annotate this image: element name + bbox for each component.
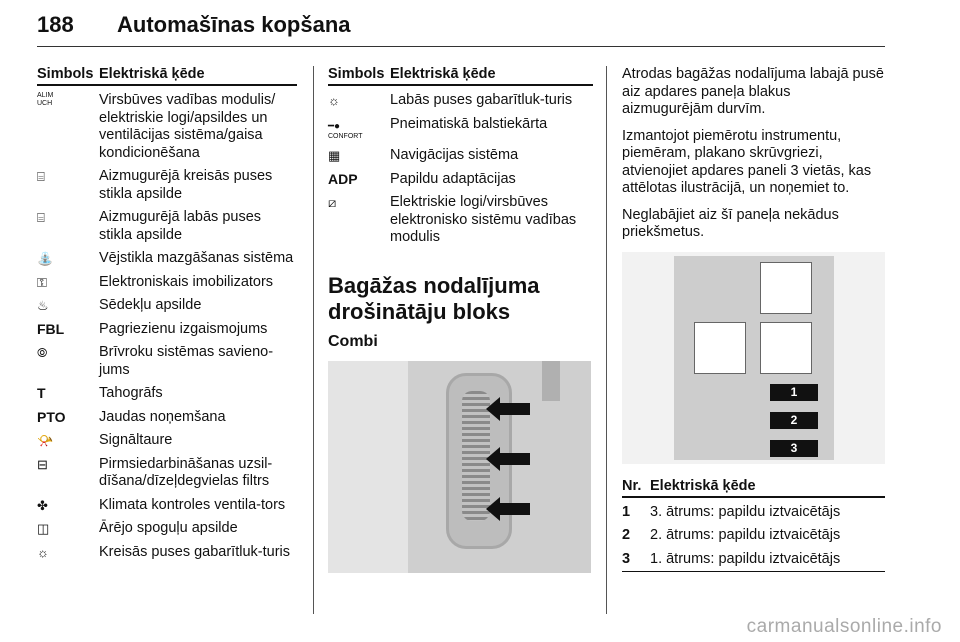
table-row: [328, 194, 593, 247]
table-row: [37, 385, 297, 403]
table-row: [37, 497, 297, 515]
immobiliser-key-icon: ⚿: [37, 274, 47, 290]
trim-panel-photo: [328, 361, 591, 573]
rear-window-heat-right-icon: ⌸: [37, 210, 45, 225]
table-row: [37, 456, 297, 491]
row-text: 1. ātrums: papildu iztvaicētājs: [650, 550, 841, 567]
row-text: Klimata kontroles ventila-tors: [99, 496, 286, 513]
side-light-right-icon: ☼: [328, 93, 340, 108]
arrow-icon: [498, 453, 530, 465]
section-subheading: Combi: [328, 332, 378, 350]
row-text: Pagriezienu izgaismojums: [99, 320, 268, 337]
table-row: [328, 92, 593, 110]
column-divider: [313, 66, 314, 614]
table-row: [37, 544, 297, 562]
navigation-icon: ▦: [328, 148, 341, 163]
fuse-label-2: 2: [770, 412, 818, 429]
paragraph: Atrodas bagāžas nodalījuma labajā pusē aiz apdares paneļa blakus aizmugurējām durvīm.: [622, 66, 884, 117]
confort-symbol: CONFORT: [328, 133, 363, 140]
col-circuit-header: Elektriskā ķēde: [650, 477, 756, 494]
table2-header: [328, 66, 593, 86]
horn-icon: 📯: [37, 433, 54, 448]
row-text: Signāltaure: [99, 432, 173, 448]
table-row: [37, 209, 297, 244]
column-1: [37, 66, 297, 561]
row-text: Kreisās puses gabarītluk-turis: [99, 543, 290, 560]
row-text: Ārējo spoguļu apsilde: [99, 520, 238, 536]
column-2: [328, 66, 593, 573]
table-row: [622, 504, 885, 522]
row-text: Pneimatiskā balstiekārta: [390, 115, 548, 132]
seat-heat-icon: ♨: [37, 298, 49, 313]
paragraph: Izmantojot piemērotu instrumentu, piemēram, plakano skrūvgriezi, atvienojiet apdares paneli 3 vietās, kas attēlotas ilustrācijā, un noņemiet to.: [622, 127, 872, 196]
arrow-icon: [498, 403, 530, 415]
mirror-heat-icon: ◫: [37, 521, 50, 536]
table1-header: [37, 66, 297, 86]
col-nr-header: Nr.: [622, 477, 642, 494]
washer-icon: ⛲: [37, 251, 54, 266]
table-row: [37, 92, 297, 162]
row-text: Aizmugurējā kreisās puses stikla apsilde: [99, 168, 273, 202]
row-text: Sēdekļu apsilde: [99, 297, 202, 313]
col-symbol-header: Simbols: [37, 66, 94, 82]
page-number: 188: [37, 12, 74, 37]
table-row: [37, 344, 297, 379]
row-text: Labās puses gabarītluk-turis: [390, 92, 573, 108]
watermark: carmanualsonline.info: [746, 616, 942, 637]
row-number: 1: [622, 503, 631, 520]
fuse-slot: [760, 262, 812, 314]
table-row: [37, 409, 297, 427]
fuse-label-1: 1: [770, 384, 818, 401]
row-text: Jaudas noņemšana: [99, 408, 226, 425]
page-title: Automašīnas kopšana: [117, 12, 351, 37]
table-row: [37, 250, 297, 268]
col-circuit-header: Elektriskā ķēde: [99, 66, 205, 82]
row-text: Elektriskie logi/virsbūves elektronisko sistēmu vadības modulis: [390, 194, 577, 245]
table-row: [328, 116, 593, 142]
row-text: Vējstikla mazgāšanas sistēma: [99, 250, 294, 266]
table-row: [37, 321, 297, 339]
t-symbol: T: [37, 385, 46, 401]
table3-header: [622, 478, 885, 498]
row-text: Navigācijas sistēma: [390, 147, 519, 163]
page-header: [37, 10, 885, 47]
adp-symbol: ADP: [328, 170, 358, 187]
section-heading: Bagāžas nodalījuma drošinātāju bloks: [328, 272, 540, 324]
rear-window-heat-left-icon: ⌸: [37, 169, 45, 184]
side-light-left-icon: ☼: [37, 544, 49, 560]
table-row: [37, 297, 297, 315]
fbl-symbol: FBL: [37, 320, 65, 337]
pto-symbol: PTO: [37, 408, 66, 425]
fan-icon: ✤: [37, 497, 48, 513]
fuse-slot: [694, 322, 746, 374]
table-row: [37, 520, 297, 538]
column-3: [622, 66, 885, 572]
row-number: 3: [622, 550, 631, 567]
table-row: [328, 171, 593, 189]
table-row: [622, 527, 885, 545]
table-row: [37, 274, 297, 292]
row-text: Tahogrāfs: [99, 385, 163, 401]
arrow-icon: [498, 503, 530, 515]
row-text: Elektroniskais imobilizators: [99, 273, 274, 290]
diesel-filter-icon: ⊟: [37, 456, 48, 472]
row-text: 2. ātrums: papildu iztvaicētājs: [650, 527, 841, 543]
fuse-slot: [760, 322, 812, 374]
row-text: 3. ātrums: papildu iztvaicētājs: [650, 503, 841, 520]
row-text: Papildu adaptācijas: [390, 170, 516, 187]
handsfree-icon: ⦾: [37, 345, 48, 360]
table-row: [37, 168, 297, 203]
window-module-icon: ⧄: [328, 195, 337, 210]
row-text: Brīvroku sistēmas savieno-jums: [99, 344, 274, 378]
row-text: Virsbūves vadības modulis/ elektriskie logi/apsildes un ventilācijas sistēma/gaisa kondicionēšana: [99, 92, 276, 161]
table-row: [622, 551, 885, 573]
col-circuit-header: Elektriskā ķēde: [390, 66, 496, 82]
row-number: 2: [622, 527, 631, 543]
pneumatic-icon: ━●: [328, 120, 341, 132]
table-row: [37, 432, 297, 450]
fuse-label-3: 3: [770, 440, 818, 457]
paragraph: Neglabājiet aiz šī paneļa nekādus priekšmetus.: [622, 206, 839, 240]
column-divider: [606, 66, 607, 614]
fuse-box-diagram: [622, 252, 885, 464]
alim-uch-symbol: ALIM UCH: [37, 92, 54, 107]
col-symbol-header: Simbols: [328, 66, 385, 82]
row-text: Pirmsiedarbināšanas uzsil-dīšana/dīzeļdegvielas filtrs: [99, 455, 273, 489]
table-row: [328, 147, 593, 165]
row-text: Aizmugurējā labās puses stikla apsilde: [99, 209, 262, 243]
